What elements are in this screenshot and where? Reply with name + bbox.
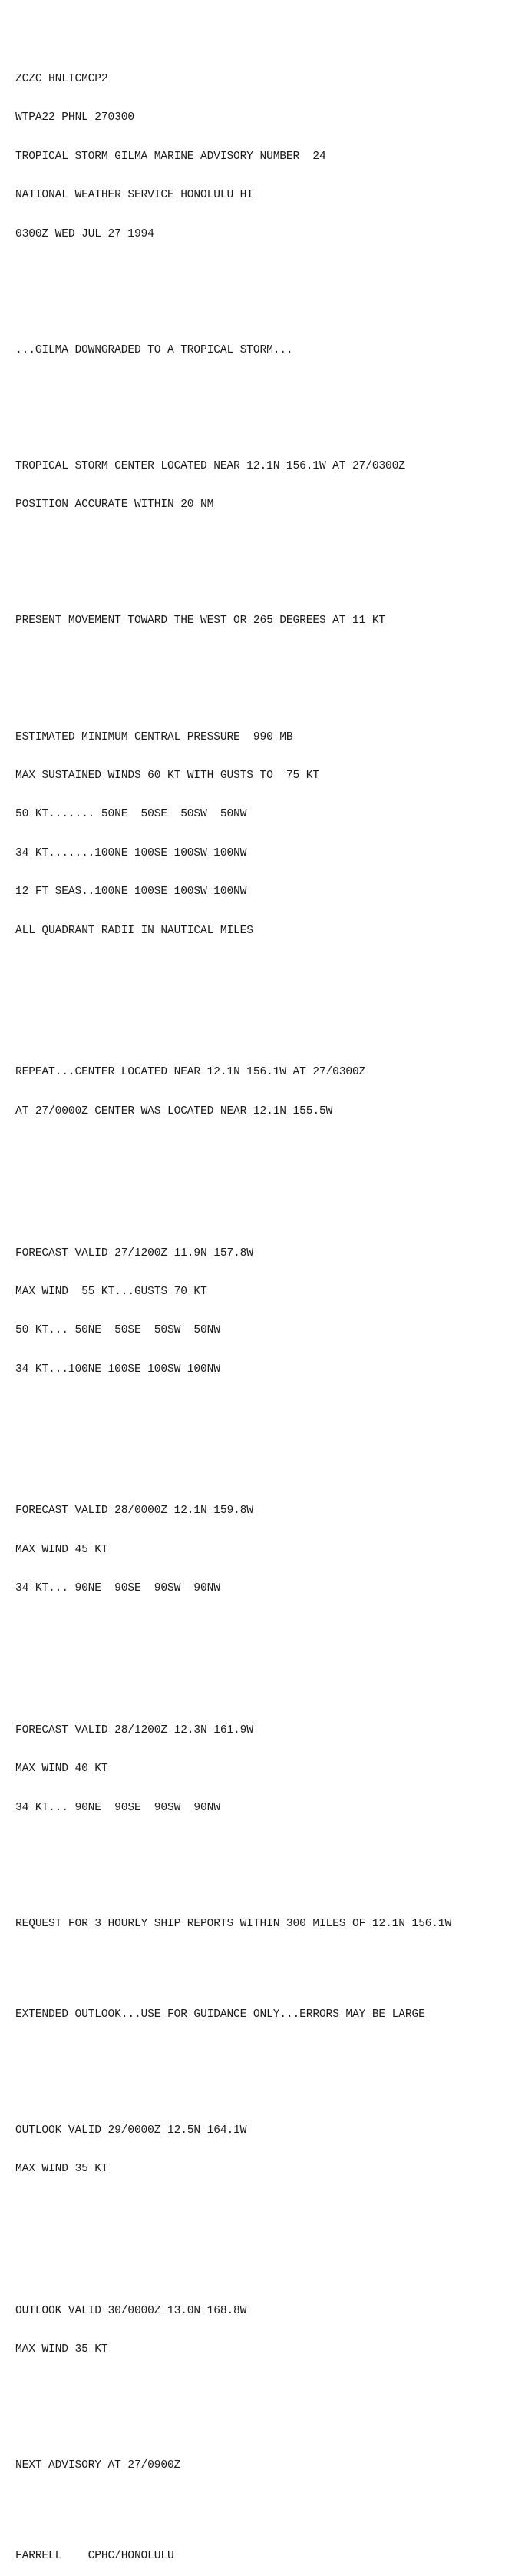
position-block xyxy=(15,434,515,537)
ship-report-request: REQUEST FOR 3 HOURLY SHIP REPORTS WITHIN 300 MILES OF 12.1N 156.1W xyxy=(15,1917,452,1930)
header-line: ZCZC HNLTCMCP2 xyxy=(15,72,108,85)
forecast-line: FORECAST VALID 28/1200Z 12.3N 161.9W xyxy=(15,1723,253,1737)
repeat-line: REPEAT...CENTER LOCATED NEAR 12.1N 156.1W AT 27/0300Z xyxy=(15,1066,366,1079)
forecast-line: 34 KT...100NE 100SE 100SW 100NW xyxy=(15,1362,220,1376)
advisory-title: TROPICAL STORM GILMA MARINE ADVISORY NUMBER 24 xyxy=(15,150,326,163)
position-line: POSITION ACCURATE WITHIN 20 NM xyxy=(15,498,214,512)
spacer xyxy=(15,2408,515,2421)
spacer xyxy=(15,1956,515,1969)
intensity-line: 34 KT.......100NE 100SE 100SW 100NW xyxy=(15,846,247,859)
spacer xyxy=(15,2047,515,2060)
position-line: TROPICAL STORM CENTER LOCATED NEAR 12.1N 156.1W AT 27/0300Z xyxy=(15,459,405,472)
outlook-line: MAX WIND 35 KT xyxy=(15,2163,108,2176)
extended-outlook-note: EXTENDED OUTLOOK...USE FOR GUIDANCE ONLY...ERRORS MAY BE LARGE xyxy=(15,2008,425,2021)
outlook-line: OUTLOOK VALID 29/0000Z 12.5N 164.1W xyxy=(15,2124,247,2137)
forecast-line: MAX WIND 40 KT xyxy=(15,1763,108,1776)
next-advisory: NEXT ADVISORY AT 27/0900Z xyxy=(15,2459,181,2472)
forecast-block xyxy=(15,1698,515,1840)
spacer xyxy=(15,1647,515,1660)
forecast-line: 34 KT... 90NE 90SE 90SW 90NW xyxy=(15,1801,220,1814)
forecaster-signature: FARRELL CPHC/HONOLULU xyxy=(15,2549,174,2562)
movement-line: PRESENT MOVEMENT TOWARD THE WEST OR 265 DEGREES AT 11 KT xyxy=(15,614,386,627)
outlook-line: MAX WIND 35 KT xyxy=(15,2343,108,2356)
advisory-document xyxy=(15,8,515,2576)
forecast-line: 34 KT... 90NE 90SE 90SW 90NW xyxy=(15,1582,220,1595)
forecast-line: MAX WIND 55 KT...GUSTS 70 KT xyxy=(15,1285,207,1298)
forecast-block xyxy=(15,1479,515,1621)
forecast-line: 50 KT... 50NE 50SE 50SW 50NW xyxy=(15,1324,220,1337)
spacer xyxy=(15,293,515,306)
intensity-block xyxy=(15,705,515,963)
repeat-line: AT 27/0000Z CENTER WAS LOCATED NEAR 12.1N 155.5W xyxy=(15,1104,333,1117)
header-line: WTPA22 PHNL 270300 xyxy=(15,111,134,124)
forecast-line: MAX WIND 45 KT xyxy=(15,1543,108,1556)
spacer xyxy=(15,1866,515,1879)
spacer xyxy=(15,563,515,576)
spacer xyxy=(15,2498,515,2511)
headline: ...GILMA DOWNGRADED TO A TROPICAL STORM... xyxy=(15,343,293,356)
intensity-line: ALL QUADRANT RADII IN NAUTICAL MILES xyxy=(15,924,253,937)
issuing-office: NATIONAL WEATHER SERVICE HONOLULU HI xyxy=(15,189,253,202)
spacer xyxy=(15,1170,515,1183)
spacer xyxy=(15,989,515,1002)
header-block xyxy=(15,47,515,267)
forecast-block xyxy=(15,1221,515,1402)
intensity-line: ESTIMATED MINIMUM CENTRAL PRESSURE 990 MB xyxy=(15,730,293,743)
forecast-line: FORECAST VALID 28/0000Z 12.1N 159.8W xyxy=(15,1505,253,1518)
intensity-line: 50 KT....... 50NE 50SE 50SW 50NW xyxy=(15,808,247,821)
spacer xyxy=(15,654,515,667)
outlook-block xyxy=(15,2279,515,2382)
outlook-line: OUTLOOK VALID 30/0000Z 13.0N 168.8W xyxy=(15,2304,247,2317)
intensity-line: 12 FT SEAS..100NE 100SE 100SW 100NW xyxy=(15,886,247,899)
forecast-line: FORECAST VALID 27/1200Z 11.9N 157.8W xyxy=(15,1247,253,1260)
spacer xyxy=(15,382,515,396)
issue-time: 0300Z WED JUL 27 1994 xyxy=(15,227,154,240)
spacer xyxy=(15,1428,515,1441)
spacer xyxy=(15,2227,515,2240)
outlook-block xyxy=(15,2098,515,2201)
repeat-block xyxy=(15,1041,515,1144)
intensity-line: MAX SUSTAINED WINDS 60 KT WITH GUSTS TO 75 KT xyxy=(15,770,319,783)
